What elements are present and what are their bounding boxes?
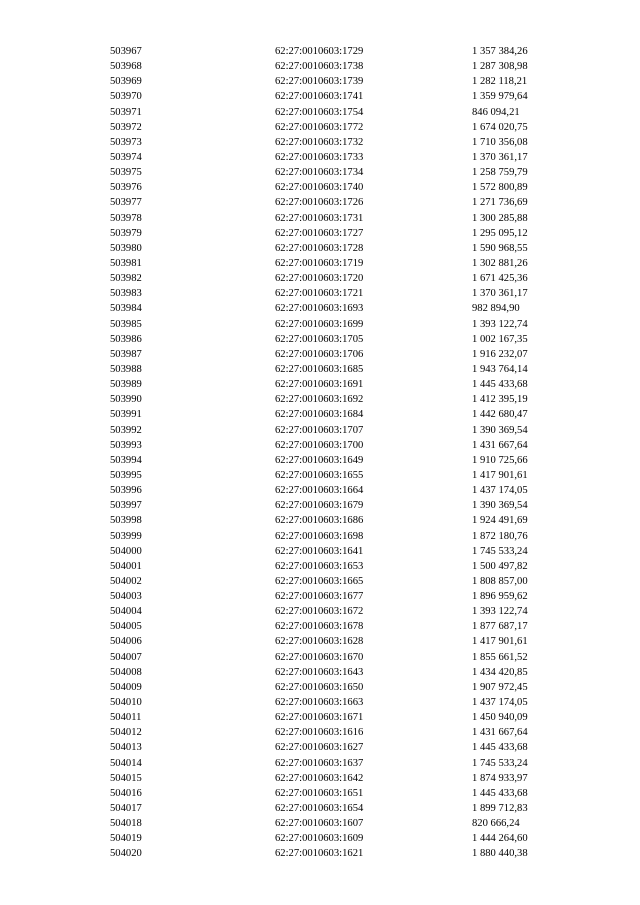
cadastral-value: 1 874 933,97 xyxy=(472,772,528,784)
row-number: 504017 xyxy=(110,803,142,815)
table-body xyxy=(0,44,640,862)
row-number: 504020 xyxy=(110,848,142,860)
cadastral-value: 1 393 122,74 xyxy=(472,318,528,330)
table-row xyxy=(0,695,640,710)
table-row xyxy=(0,120,640,135)
table-row xyxy=(0,559,640,574)
cadastral-number: 62:27:0010603:1741 xyxy=(275,91,364,103)
cadastral-value: 820 666,24 xyxy=(472,818,520,830)
row-number: 504018 xyxy=(110,818,142,830)
table-row xyxy=(0,286,640,301)
row-number: 504004 xyxy=(110,606,142,618)
row-number: 503973 xyxy=(110,136,142,148)
cadastral-value: 1 357 384,26 xyxy=(472,46,528,57)
table-row xyxy=(0,105,640,120)
table-row xyxy=(0,846,640,861)
row-number: 504000 xyxy=(110,545,142,557)
row-number: 503974 xyxy=(110,151,142,163)
cadastral-value: 1 271 736,69 xyxy=(472,197,528,209)
cadastral-value: 1 500 497,82 xyxy=(472,560,528,572)
table-row xyxy=(0,256,640,271)
row-number: 503984 xyxy=(110,303,142,315)
table-row xyxy=(0,135,640,150)
table-row xyxy=(0,544,640,559)
cadastral-value: 1 445 433,68 xyxy=(472,787,528,799)
cadastral-number: 62:27:0010603:1734 xyxy=(275,167,364,179)
row-number: 504011 xyxy=(110,712,142,724)
cadastral-number: 62:27:0010603:1727 xyxy=(275,227,364,239)
row-number: 503968 xyxy=(110,61,142,73)
table-row xyxy=(0,453,640,468)
table-row xyxy=(0,831,640,846)
table-row xyxy=(0,816,640,831)
cadastral-number: 62:27:0010603:1607 xyxy=(275,818,364,830)
row-number: 504003 xyxy=(110,591,142,603)
cadastral-value: 1 572 800,89 xyxy=(472,182,528,194)
table-row xyxy=(0,211,640,226)
table-row xyxy=(0,801,640,816)
row-number: 503979 xyxy=(110,227,142,239)
table-row xyxy=(0,150,640,165)
cadastral-number: 62:27:0010603:1627 xyxy=(275,742,364,754)
cadastral-number: 62:27:0010603:1699 xyxy=(275,318,364,330)
cadastral-number: 62:27:0010603:1772 xyxy=(275,121,364,133)
row-number: 503998 xyxy=(110,515,142,527)
row-number: 503989 xyxy=(110,379,142,391)
cadastral-value: 1 450 940,09 xyxy=(472,712,528,724)
cadastral-value: 1 442 680,47 xyxy=(472,409,528,421)
table-row xyxy=(0,589,640,604)
cadastral-number: 62:27:0010603:1739 xyxy=(275,76,364,88)
cadastral-number: 62:27:0010603:1726 xyxy=(275,197,364,209)
cadastral-number: 62:27:0010603:1650 xyxy=(275,681,364,693)
cadastral-number: 62:27:0010603:1665 xyxy=(275,575,364,587)
cadastral-value: 1 745 533,24 xyxy=(472,545,528,557)
cadastral-number: 62:27:0010603:1738 xyxy=(275,61,364,73)
table-row xyxy=(0,423,640,438)
row-number: 503999 xyxy=(110,530,142,542)
cadastral-value: 1 710 356,08 xyxy=(472,136,528,148)
row-number: 504012 xyxy=(110,727,142,739)
cadastral-number: 62:27:0010603:1655 xyxy=(275,469,364,481)
cadastral-number: 62:27:0010603:1671 xyxy=(275,712,364,724)
cadastral-number: 62:27:0010603:1663 xyxy=(275,697,364,709)
table-row xyxy=(0,317,640,332)
cadastral-number: 62:27:0010603:1692 xyxy=(275,394,364,406)
table-row xyxy=(0,468,640,483)
cadastral-number: 62:27:0010603:1721 xyxy=(275,288,364,300)
table-row xyxy=(0,756,640,771)
cadastral-value: 1 899 712,83 xyxy=(472,803,528,815)
row-number: 503977 xyxy=(110,197,142,209)
cadastral-number: 62:27:0010603:1672 xyxy=(275,606,364,618)
table-row xyxy=(0,498,640,513)
table-row xyxy=(0,271,640,286)
table-row xyxy=(0,165,640,180)
row-number: 503990 xyxy=(110,394,142,406)
cadastral-value: 1 877 687,17 xyxy=(472,621,528,633)
cadastral-value: 1 674 020,75 xyxy=(472,121,528,133)
cadastral-number: 62:27:0010603:1637 xyxy=(275,757,364,769)
table-row xyxy=(0,650,640,665)
row-number: 504008 xyxy=(110,666,142,678)
row-number: 503978 xyxy=(110,212,142,224)
cadastral-number: 62:27:0010603:1720 xyxy=(275,273,364,285)
cadastral-value: 1 295 095,12 xyxy=(472,227,528,239)
cadastral-value: 1 907 972,45 xyxy=(472,681,528,693)
table-row xyxy=(0,59,640,74)
row-number: 503993 xyxy=(110,439,142,451)
cadastral-value: 1 287 308,98 xyxy=(472,61,528,73)
cadastral-number: 62:27:0010603:1706 xyxy=(275,348,364,360)
table-row xyxy=(0,513,640,528)
table-row xyxy=(0,438,640,453)
row-number: 503988 xyxy=(110,363,142,375)
table-row xyxy=(0,483,640,498)
cadastral-number: 62:27:0010603:1616 xyxy=(275,727,364,739)
cadastral-number: 62:27:0010603:1678 xyxy=(275,621,364,633)
cadastral-value: 1 282 118,21 xyxy=(472,76,528,88)
cadastral-number: 62:27:0010603:1732 xyxy=(275,136,364,148)
row-number: 504015 xyxy=(110,772,142,784)
row-number: 503987 xyxy=(110,348,142,360)
cadastral-number: 62:27:0010603:1733 xyxy=(275,151,364,163)
cadastral-number: 62:27:0010603:1740 xyxy=(275,182,364,194)
cadastral-value: 1 431 667,64 xyxy=(472,727,528,739)
cadastral-value: 1 872 180,76 xyxy=(472,530,528,542)
table-row xyxy=(0,332,640,347)
cadastral-value: 1 412 395,19 xyxy=(472,394,528,406)
row-number: 503995 xyxy=(110,469,142,481)
row-number: 504010 xyxy=(110,697,142,709)
cadastral-number: 62:27:0010603:1707 xyxy=(275,424,364,436)
cadastral-number: 62:27:0010603:1621 xyxy=(275,848,364,860)
row-number: 503972 xyxy=(110,121,142,133)
cadastral-number: 62:27:0010603:1700 xyxy=(275,439,364,451)
table-row xyxy=(0,241,640,256)
cadastral-number: 62:27:0010603:1677 xyxy=(275,591,364,603)
cadastral-value: 1 390 369,54 xyxy=(472,424,528,436)
cadastral-value: 1 417 901,61 xyxy=(472,469,528,481)
table-row xyxy=(0,407,640,422)
cadastral-value: 1 745 533,24 xyxy=(472,757,528,769)
cadastral-value: 1 002 167,35 xyxy=(472,333,528,345)
row-number: 503994 xyxy=(110,454,142,466)
row-number: 504007 xyxy=(110,651,142,663)
row-number: 503975 xyxy=(110,167,142,179)
row-number: 503967 xyxy=(110,46,142,57)
row-number: 504005 xyxy=(110,621,142,633)
row-number: 503985 xyxy=(110,318,142,330)
row-number: 504019 xyxy=(110,833,142,845)
row-number: 503992 xyxy=(110,424,142,436)
row-number: 503997 xyxy=(110,500,142,512)
cadastral-value: 1 880 440,38 xyxy=(472,848,528,860)
row-number: 503982 xyxy=(110,273,142,285)
cadastral-number: 62:27:0010603:1705 xyxy=(275,333,364,345)
cadastral-value: 1 445 433,68 xyxy=(472,379,528,391)
cadastral-value: 1 437 174,05 xyxy=(472,485,528,497)
table-row xyxy=(0,771,640,786)
cadastral-number: 62:27:0010603:1693 xyxy=(275,303,364,315)
cadastral-value: 1 370 361,17 xyxy=(472,151,528,163)
cadastral-value: 1 943 764,14 xyxy=(472,363,528,375)
cadastral-number: 62:27:0010603:1651 xyxy=(275,787,364,799)
cadastral-number: 62:27:0010603:1679 xyxy=(275,500,364,512)
cadastral-value: 1 896 959,62 xyxy=(472,591,528,603)
table-row xyxy=(0,89,640,104)
row-number: 503976 xyxy=(110,182,142,194)
row-number: 504006 xyxy=(110,636,142,648)
cadastral-value: 1 444 264,60 xyxy=(472,833,528,845)
row-number: 503971 xyxy=(110,106,142,118)
table-row xyxy=(0,392,640,407)
cadastral-number: 62:27:0010603:1685 xyxy=(275,363,364,375)
table-row xyxy=(0,529,640,544)
cadastral-number: 62:27:0010603:1628 xyxy=(275,636,364,648)
cadastral-value: 1 370 361,17 xyxy=(472,288,528,300)
row-number: 503983 xyxy=(110,288,142,300)
table-row xyxy=(0,680,640,695)
cadastral-number: 62:27:0010603:1719 xyxy=(275,257,364,269)
row-number: 503980 xyxy=(110,242,142,254)
cadastral-number: 62:27:0010603:1670 xyxy=(275,651,364,663)
table-row xyxy=(0,574,640,589)
table-row xyxy=(0,347,640,362)
table-row xyxy=(0,710,640,725)
cadastral-value: 1 910 725,66 xyxy=(472,454,528,466)
cadastral-value: 1 417 901,61 xyxy=(472,636,528,648)
table-row xyxy=(0,226,640,241)
cadastral-number: 62:27:0010603:1654 xyxy=(275,803,364,815)
cadastral-number: 62:27:0010603:1609 xyxy=(275,833,364,845)
row-number: 503986 xyxy=(110,333,142,345)
cadastral-number: 62:27:0010603:1728 xyxy=(275,242,364,254)
cadastral-number: 62:27:0010603:1731 xyxy=(275,212,364,224)
table-row xyxy=(0,604,640,619)
cadastral-value: 1 916 232,07 xyxy=(472,348,528,360)
row-number: 504016 xyxy=(110,787,142,799)
row-number: 503991 xyxy=(110,409,142,421)
table-row xyxy=(0,619,640,634)
cadastral-number: 62:27:0010603:1649 xyxy=(275,454,364,466)
row-number: 503969 xyxy=(110,76,142,88)
row-number: 504002 xyxy=(110,575,142,587)
row-number: 504013 xyxy=(110,742,142,754)
cadastral-value: 1 258 759,79 xyxy=(472,167,528,179)
cadastral-value: 846 094,21 xyxy=(472,106,520,118)
cadastral-number: 62:27:0010603:1691 xyxy=(275,379,364,391)
table-row xyxy=(0,180,640,195)
cadastral-value: 1 924 491,69 xyxy=(472,515,528,527)
table-row xyxy=(0,786,640,801)
cadastral-value: 1 434 420,85 xyxy=(472,666,528,678)
cadastral-value: 1 393 122,74 xyxy=(472,606,528,618)
cadastral-value: 1 431 667,64 xyxy=(472,439,528,451)
cadastral-number: 62:27:0010603:1754 xyxy=(275,106,364,118)
row-number: 504009 xyxy=(110,681,142,693)
cadastral-value: 1 302 881,26 xyxy=(472,257,528,269)
row-number: 503981 xyxy=(110,257,142,269)
table-row xyxy=(0,195,640,210)
table-row xyxy=(0,377,640,392)
cadastral-number: 62:27:0010603:1729 xyxy=(275,46,364,57)
cadastral-number: 62:27:0010603:1686 xyxy=(275,515,364,527)
table-row xyxy=(0,74,640,89)
cadastral-value: 1 671 425,36 xyxy=(472,273,528,285)
cadastral-value: 982 894,90 xyxy=(472,303,520,315)
row-number: 503996 xyxy=(110,485,142,497)
row-number: 504014 xyxy=(110,757,142,769)
cadastral-number: 62:27:0010603:1653 xyxy=(275,560,364,572)
table-row xyxy=(0,301,640,316)
cadastral-number: 62:27:0010603:1698 xyxy=(275,530,364,542)
cadastral-value: 1 359 979,64 xyxy=(472,91,528,103)
cadastral-value: 1 437 174,05 xyxy=(472,697,528,709)
cadastral-number: 62:27:0010603:1643 xyxy=(275,666,364,678)
cadastral-value: 1 300 285,88 xyxy=(472,212,528,224)
table-row xyxy=(0,665,640,680)
cadastral-value: 1 590 968,55 xyxy=(472,242,528,254)
cadastral-number: 62:27:0010603:1642 xyxy=(275,772,364,784)
cadastral-value: 1 855 661,52 xyxy=(472,651,528,663)
table-row xyxy=(0,362,640,377)
table-row xyxy=(0,725,640,740)
table-row xyxy=(0,634,640,649)
table-row xyxy=(0,44,640,59)
cadastral-number: 62:27:0010603:1664 xyxy=(275,485,364,497)
cadastral-number: 62:27:0010603:1641 xyxy=(275,545,364,557)
cadastral-value: 1 390 369,54 xyxy=(472,500,528,512)
row-number: 504001 xyxy=(110,560,142,572)
cadastral-value: 1 808 857,00 xyxy=(472,575,528,587)
cadastral-value: 1 445 433,68 xyxy=(472,742,528,754)
table-row xyxy=(0,740,640,755)
cadastral-number: 62:27:0010603:1684 xyxy=(275,409,364,421)
row-number: 503970 xyxy=(110,91,142,103)
